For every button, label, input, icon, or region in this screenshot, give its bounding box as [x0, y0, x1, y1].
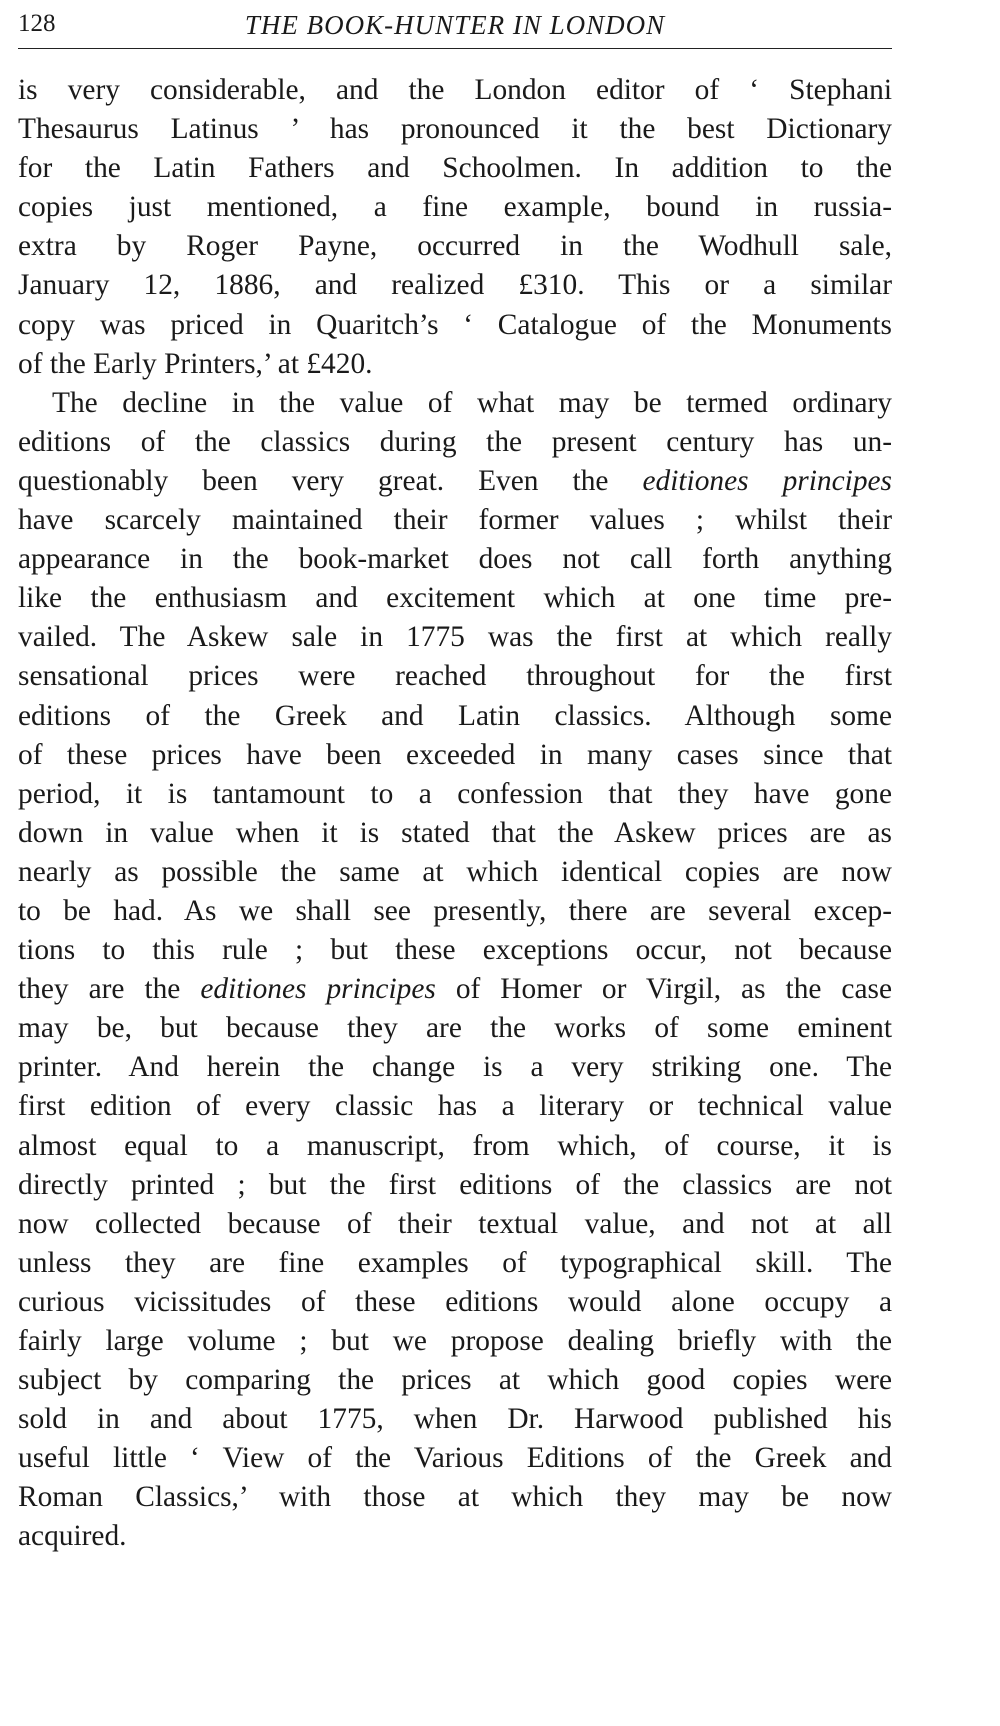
text-line: now collected because of their textual value, and not at all [18, 1207, 892, 1240]
text-line: nearly as possible the same at which identical copies are now [18, 855, 892, 888]
text-line-with-italic [18, 970, 892, 1009]
paragraph-1 [18, 71, 892, 384]
text-line: period, it is tantamount to a confession that they have gone [18, 777, 892, 810]
text-line: sensational prices were reached throughout for the first [18, 660, 892, 693]
text-line: editions of the classics during the present century has un- [18, 425, 892, 458]
running-title: THE BOOK-HUNTER IN LONDON [244, 10, 666, 40]
text-line: of these prices have been exceeded in many cases since that [18, 738, 892, 771]
text-line: have scarcely maintained their former values ; whilst their [18, 504, 892, 537]
body-text [18, 71, 892, 1557]
text-line: like the enthusiasm and excitement which at one time pre- [18, 582, 892, 615]
text-line: first edition of every classic has a literary or technical value [18, 1090, 892, 1123]
text-line: useful little ‘ View of the Various Editions of the Greek and [18, 1442, 892, 1475]
text-line: is very considerable, and the London editor of ‘ Stephani [18, 74, 892, 106]
text-fragment: of Homer or Virgil, as the case [435, 973, 892, 1006]
text-line: for the Latin Fathers and Schoolmen. In addition to the [18, 152, 892, 185]
text-fragment: questionably been very great. Even the [18, 464, 643, 497]
text-line: printer. And herein the change is a very striking one. The [18, 1051, 892, 1084]
text-line: of the Early Printers,’ at £420. [18, 347, 373, 380]
text-line: Thesaurus Latinus ’ has pronounced it the best Dictionary [18, 113, 892, 146]
text-line: down in value when it is stated that the Askew prices are as [18, 816, 892, 849]
italic-phrase: editiones principes [200, 973, 436, 1006]
page-header [18, 4, 892, 49]
text-line: The decline in the value of what may be termed ordinary [52, 386, 892, 419]
text-line-with-italic [18, 462, 892, 501]
text-line: fairly large volume ; but we propose dealing briefly with the [18, 1325, 892, 1357]
text-line: to be had. As we shall see presently, there are several excep- [18, 894, 892, 927]
paragraph-2 [18, 384, 892, 1557]
text-line: extra by Roger Payne, occurred in the Wodhull sale, [18, 230, 892, 263]
text-line: almost equal to a manuscript, from which, of course, it is [18, 1129, 892, 1162]
page-number: 128 [18, 10, 56, 37]
text-line: unless they are fine examples of typographical skill. The [18, 1246, 892, 1279]
text-line: copies just mentioned, a fine example, bound in russia- [18, 191, 892, 224]
text-line: January 12, 1886, and realized £310. This or a similar [18, 269, 892, 302]
text-fragment: they are the [18, 973, 201, 1006]
text-line: acquired. [18, 1520, 127, 1553]
text-line: may be, but because they are the works of some eminent [18, 1012, 892, 1045]
text-line: subject by comparing the prices at which good copies were [18, 1364, 892, 1397]
text-line: sold in and about 1775, when Dr. Harwood published his [18, 1403, 892, 1436]
text-line: appearance in the book-market does not call forth anything [18, 543, 892, 576]
text-line: vailed. The Askew sale in 1775 was the first at which really [18, 621, 892, 654]
text-line: directly printed ; but the first editions of the classics are not [18, 1168, 892, 1201]
italic-phrase: editiones principes [642, 464, 892, 497]
text-line: tions to this rule ; but these exceptions occur, not because [18, 934, 892, 967]
text-line: Roman Classics,’ with those at which they may be now [18, 1481, 892, 1514]
text-line: copy was priced in Quaritch’s ‘ Catalogue of the Monuments [18, 308, 892, 341]
text-line: editions of the Greek and Latin classics. Although some [18, 699, 892, 732]
book-page [18, 4, 892, 1557]
text-line: curious vicissitudes of these editions would alone occupy a [18, 1285, 892, 1318]
